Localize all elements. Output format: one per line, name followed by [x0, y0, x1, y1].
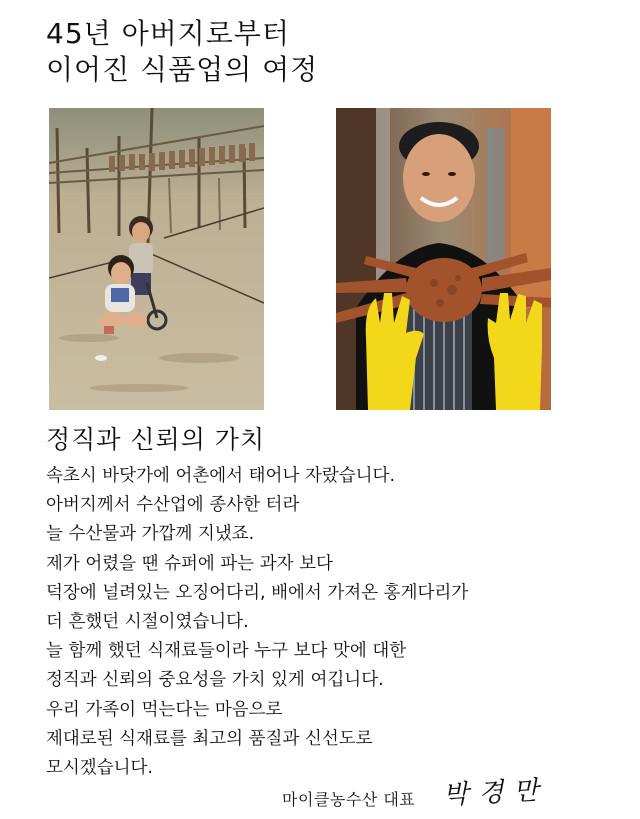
headline-line-2: 이어진 식품업의 여정: [46, 53, 319, 86]
owner-photo: [336, 108, 551, 410]
headline: [46, 16, 318, 88]
childhood-photo: [49, 108, 264, 410]
story-line-4: 제가 어렸을 땐 슈퍼에 파는 과자 보다: [46, 553, 333, 574]
story-line-9: 우리 가족이 먹는다는 마음으로: [46, 699, 283, 720]
story-line-10: 제대로된 식재료를 최고의 품질과 신선도로: [46, 728, 373, 749]
story-line-11: 모시겠습니다.: [46, 758, 153, 779]
story-line-7: 늘 함께 했던 식재료들이라 누구 보다 맛에 대한: [46, 641, 407, 662]
company-title: 마이클농수산 대표: [282, 790, 416, 809]
story-line-8: 정직과 신뢰의 중요성을 가치 있게 여깁니다.: [46, 670, 384, 691]
signature-block: [282, 775, 550, 817]
story-line-5: 덕장에 널려있는 오징어다리, 배에서 가져온 홍게다리가: [46, 582, 469, 603]
story-line-6: 더 흔했던 시절이였습니다.: [46, 612, 249, 633]
story-line-3: 늘 수산물과 가깝께 지냈죠.: [46, 524, 255, 545]
story-line-1: 속초시 바닷가에 어촌에서 태어나 자랐습니다.: [46, 466, 396, 486]
story-paragraph: [46, 462, 468, 783]
story-line-2: 아버지께서 수산업에 종사한 터라: [46, 495, 300, 516]
section-title: 정직과 신뢰의 가치: [46, 425, 266, 454]
handwritten-signature: 박경만: [442, 775, 550, 811]
headline-line-1: 45년 아버지로부터: [46, 17, 290, 50]
